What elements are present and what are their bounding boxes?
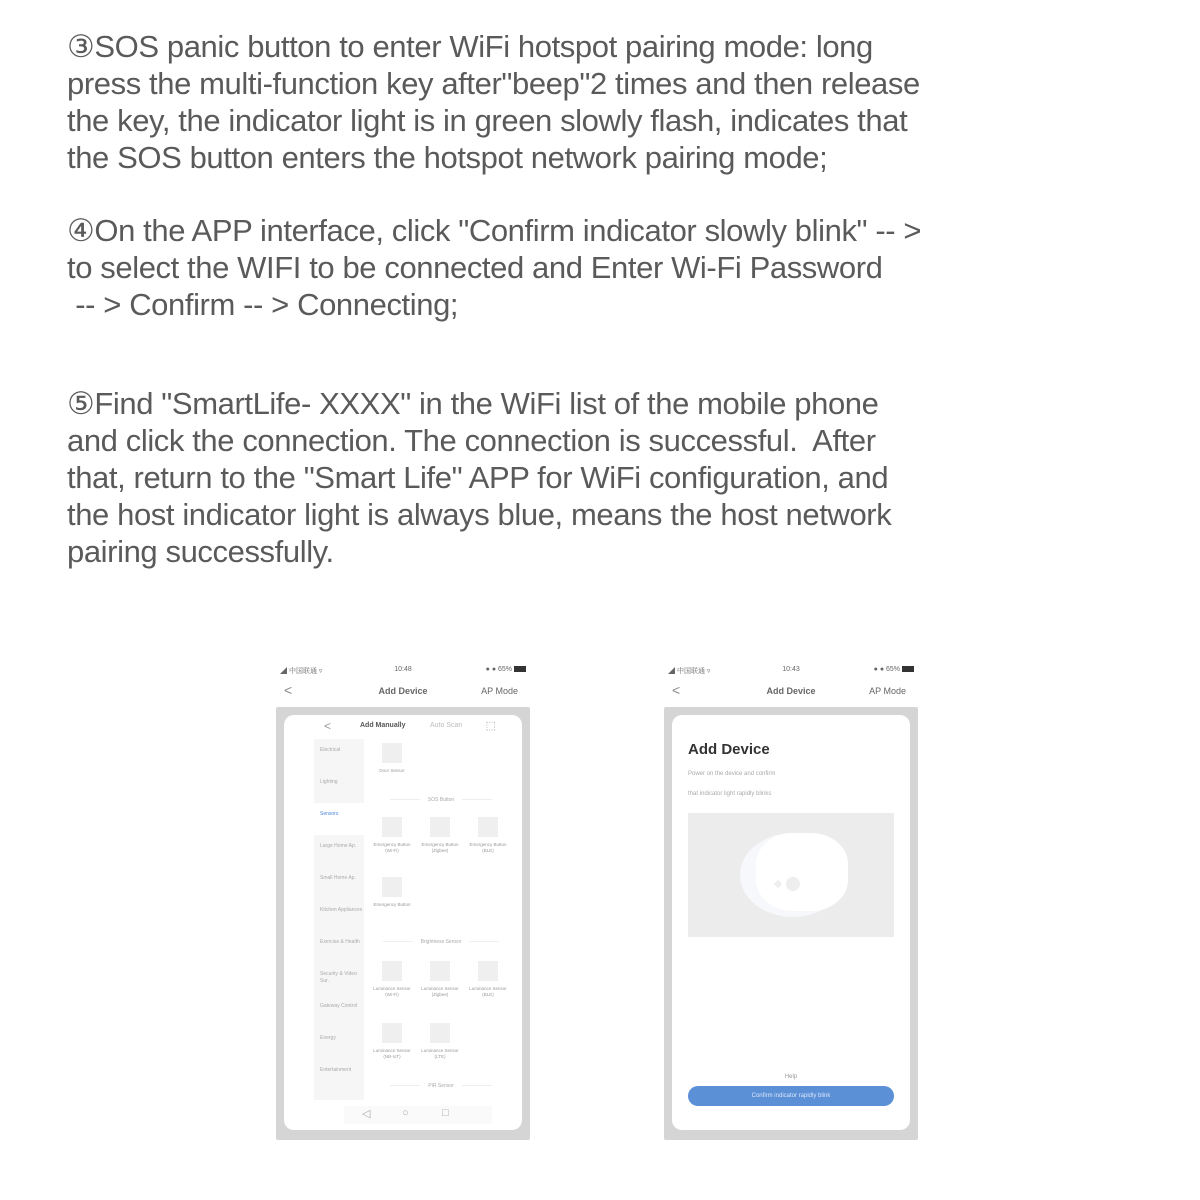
sidebar-item[interactable]: Entertainment [320, 1067, 352, 1073]
instruction-text: that indicator light rapidly blinks [688, 791, 772, 797]
add-tabs [284, 719, 522, 737]
step-4-line: -- > Confirm -- > Connecting; [67, 287, 459, 322]
status-bar [668, 664, 914, 678]
device-icon [430, 1023, 450, 1043]
device-tile[interactable]: Door Sensor [370, 743, 414, 774]
help-link[interactable]: Help [784, 1074, 798, 1080]
device-grid [370, 739, 512, 1100]
device-icon [478, 961, 498, 981]
device-tile[interactable]: Luminance Sensor (NB-IoT) [370, 1023, 414, 1060]
clock: 10:43 [782, 666, 800, 673]
carrier-signal: ◢ 中国联通 ▿ [668, 668, 711, 675]
battery-status: ● ● 65% [874, 666, 914, 673]
category-sidebar [314, 739, 364, 1100]
phone-screenshot-add-manually [274, 660, 532, 1140]
sidebar-item[interactable]: Security & Video Sur. [320, 971, 357, 984]
battery-status: ● ● 65% [486, 666, 526, 673]
section-header: Brightness Sensor [370, 939, 512, 945]
step-5-line: that, return to the "Smart Life" APP for WiFi configuration, and [67, 460, 889, 495]
sidebar-item[interactable]: Small Home Ap. [320, 875, 356, 881]
step-3-line: the SOS button enters the hotspot network pairing mode; [67, 140, 828, 175]
battery-icon [902, 666, 914, 672]
step-4-line: ④On the APP interface, click "Confirm indicator slowly blink" -- > [67, 213, 922, 248]
device-icon [430, 817, 450, 837]
embedded-screen [284, 715, 522, 1130]
device-tile[interactable]: Emergency Button (BLE) [466, 817, 510, 854]
nav-title: Add Device [378, 686, 428, 696]
back-chevron-icon[interactable]: < [324, 719, 332, 733]
step-3-paragraph [67, 28, 1067, 176]
embedded-screen [672, 715, 910, 1130]
sidebar-item[interactable]: Large Home Ap. [320, 843, 357, 849]
device-tile[interactable]: Luminance Sensor (BLE) [466, 961, 510, 998]
sidebar-item[interactable]: Energy [320, 1035, 336, 1041]
confirm-indicator-button[interactable]: Confirm indicator rapidly blink [688, 1086, 894, 1106]
device-tile[interactable]: Luminance Sensor (Zigbee) [418, 961, 462, 998]
nav-home-icon[interactable]: ○ [402, 1107, 409, 1119]
device-icon [430, 961, 450, 981]
nav-back-icon[interactable]: ◁ [362, 1108, 371, 1120]
step-3-line: press the multi-function key after"beep"2 times and then release [67, 66, 920, 101]
device-icon [478, 817, 498, 837]
device-icon [382, 817, 402, 837]
system-nav-bar [344, 1106, 492, 1124]
back-chevron-icon[interactable]: < [672, 682, 681, 698]
step-4-paragraph [67, 212, 1067, 323]
device-tile[interactable]: Emergency Button (Zigbee) [418, 817, 462, 854]
device-icon [382, 743, 402, 763]
step-5-line: ⑤Find "SmartLife- XXXX" in the WiFi list of the mobile phone [67, 386, 879, 421]
device-image [740, 833, 846, 917]
phone-screenshot-add-device [662, 660, 920, 1140]
device-icon [382, 961, 402, 981]
device-illustration [688, 813, 894, 937]
sidebar-item[interactable]: Gateway Control [320, 1003, 358, 1009]
screenshot-frame [664, 707, 918, 1140]
device-tile[interactable]: Emergency Button (Wi-Fi) [370, 817, 414, 854]
nav-title: Add Device [766, 686, 816, 696]
sidebar-item-sensors[interactable]: Sensors [314, 803, 364, 835]
sidebar-item[interactable]: Kitchen Appliances [320, 907, 363, 913]
step-3-line: the key, the indicator light is in green slowly flash, indicates that [67, 103, 908, 138]
step-5-line: and click the connection. The connection is successful. After [67, 423, 876, 458]
device-tile[interactable]: Emergency Button [370, 877, 414, 908]
device-body [756, 833, 848, 911]
section-header: SOS Button [370, 797, 512, 803]
device-tile[interactable]: Luminance Sensor (LTE) [418, 1023, 462, 1060]
back-chevron-icon[interactable]: < [284, 682, 293, 698]
sidebar-item[interactable]: Lighting [320, 779, 338, 785]
step-4-line: to select the WIFI to be connected and Enter Wi-Fi Password [67, 250, 883, 285]
step-3-line: ③SOS panic button to enter WiFi hotspot pairing mode: long [67, 29, 873, 64]
nav-recent-icon[interactable]: □ [442, 1107, 449, 1119]
device-icon [382, 1023, 402, 1043]
nav-bar [280, 682, 526, 702]
device-icon [382, 877, 402, 897]
status-bar [280, 664, 526, 678]
step-5-line: the host indicator light is always blue, means the host network [67, 497, 892, 532]
instruction-text: Power on the device and confirm [688, 771, 776, 777]
button-icon [786, 877, 800, 891]
carrier-signal: ◢ 中国联通 ▿ [280, 668, 323, 675]
sidebar-item[interactable]: Exercise & Health [320, 939, 360, 945]
nav-bar [668, 682, 914, 702]
step-5-paragraph [67, 385, 1067, 570]
ap-mode-link[interactable]: AP Mode [869, 686, 906, 696]
sidebar-item[interactable]: Electrical [320, 747, 341, 753]
ap-mode-link[interactable]: AP Mode [481, 686, 518, 696]
battery-icon [514, 666, 526, 672]
tab-auto-scan[interactable]: Auto Scan [430, 722, 463, 729]
scan-icon[interactable]: ⬚ [485, 720, 496, 732]
clock: 10:48 [394, 666, 412, 673]
tab-add-manually[interactable]: Add Manually [360, 722, 406, 729]
step-5-line: pairing successfully. [67, 534, 334, 569]
device-tile[interactable]: Luminance Sensor (Wi-Fi) [370, 961, 414, 998]
section-header: PIR Sensor [370, 1083, 512, 1089]
screenshot-frame [276, 707, 530, 1140]
add-device-heading: Add Device [688, 741, 770, 758]
